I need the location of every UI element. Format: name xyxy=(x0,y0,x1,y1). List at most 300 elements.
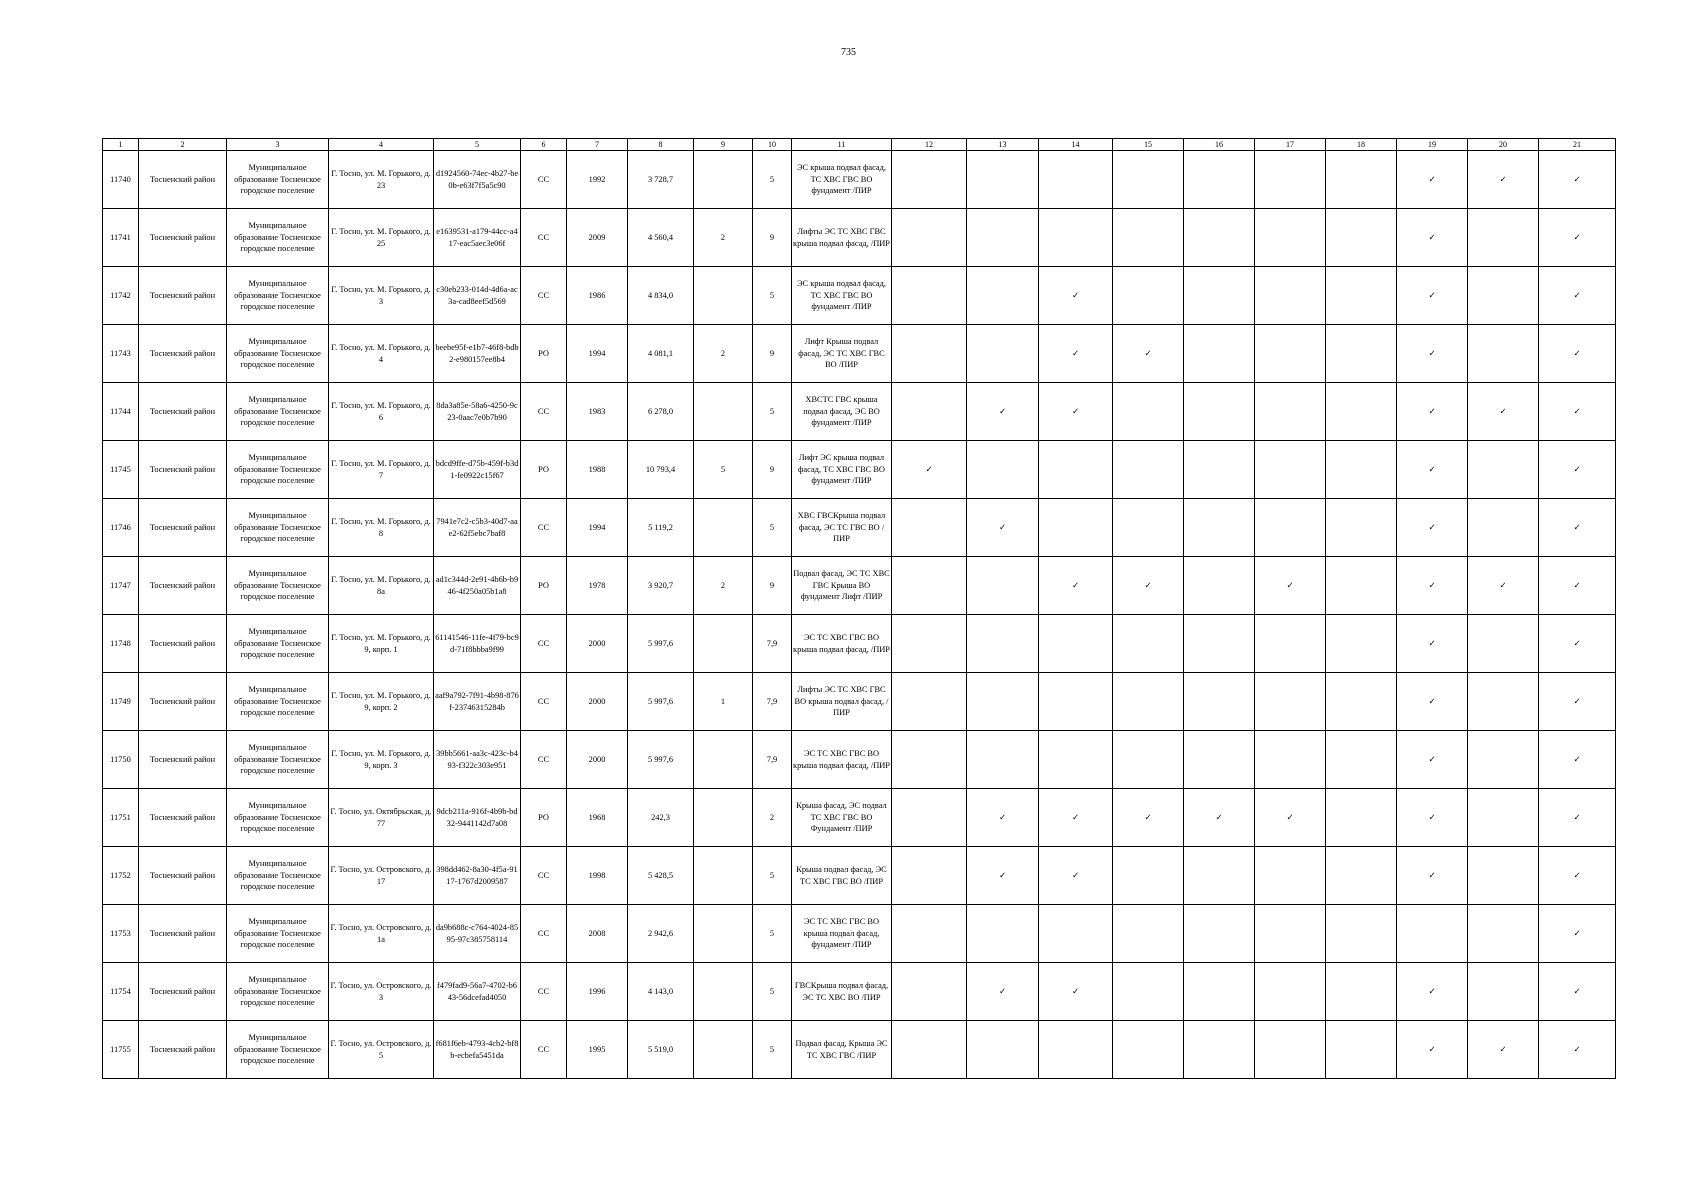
empty-cell xyxy=(1397,905,1468,963)
check-mark-icon: ✓ xyxy=(1397,267,1468,325)
district-cell: Тосненский район xyxy=(139,441,227,499)
check-mark-icon: ✓ xyxy=(1539,673,1616,731)
check-mark-icon: ✓ xyxy=(1468,557,1539,615)
column-header-9: 9 xyxy=(694,139,753,151)
year-cell: 1978 xyxy=(567,557,628,615)
check-mark-icon: ✓ xyxy=(1539,151,1616,209)
address-cell: Г. Тосно, ул. М. Горького, д. 9, корп. 3 xyxy=(329,731,434,789)
empty-cell xyxy=(1255,151,1326,209)
table-row xyxy=(103,383,1616,441)
works-cell: ГВСКрыша подвал фасад, ЭС ТС ХВС ВО /ПИР xyxy=(792,963,892,1021)
check-mark-icon: ✓ xyxy=(1468,1021,1539,1079)
check-mark-icon: ✓ xyxy=(1539,441,1616,499)
year-cell: 2000 xyxy=(567,731,628,789)
uuid-cell: 398dd462-8a30-4f5a-9117-1767d2009587 xyxy=(434,847,521,905)
column-header-13: 13 xyxy=(967,139,1039,151)
uuid-cell: f681f6eb-4793-4cb2-bf8b-ecbefa5451da xyxy=(434,1021,521,1079)
empty-cell xyxy=(1113,151,1184,209)
column-header-2: 2 xyxy=(139,139,227,151)
check-mark-icon: ✓ xyxy=(1539,325,1616,383)
empty-cell xyxy=(1113,963,1184,1021)
record-id: 11741 xyxy=(103,209,139,267)
area-cell: 4 560,4 xyxy=(628,209,694,267)
empty-cell xyxy=(1184,325,1255,383)
year-cell: 2000 xyxy=(567,615,628,673)
year-cell: 2000 xyxy=(567,673,628,731)
district-cell: Тосненский район xyxy=(139,905,227,963)
table-row xyxy=(103,673,1616,731)
ownership-type-cell: СС xyxy=(521,1021,567,1079)
ownership-type-cell: СС xyxy=(521,963,567,1021)
empty-cell xyxy=(892,499,967,557)
uuid-cell: ad1c344d-2e91-4b6b-b946-4f250a05b1a8 xyxy=(434,557,521,615)
column-9-cell xyxy=(694,499,753,557)
column-9-cell: 2 xyxy=(694,209,753,267)
empty-cell xyxy=(892,1021,967,1079)
check-mark-icon: ✓ xyxy=(1039,847,1113,905)
ownership-type-cell: СС xyxy=(521,615,567,673)
column-9-cell: 2 xyxy=(694,325,753,383)
empty-cell xyxy=(1113,499,1184,557)
empty-cell xyxy=(1255,731,1326,789)
column-header-4: 4 xyxy=(329,139,434,151)
municipality-cell: Муниципальное образование Тосненское городское поселение xyxy=(227,905,329,963)
check-mark-icon: ✓ xyxy=(1397,499,1468,557)
check-mark-icon: ✓ xyxy=(1397,325,1468,383)
floors-cell: 5 xyxy=(753,267,792,325)
area-cell: 5 997,6 xyxy=(628,673,694,731)
empty-cell xyxy=(1468,499,1539,557)
municipality-cell: Муниципальное образование Тосненское городское поселение xyxy=(227,151,329,209)
empty-cell xyxy=(1326,499,1397,557)
check-mark-icon: ✓ xyxy=(1397,963,1468,1021)
check-mark-icon: ✓ xyxy=(1539,963,1616,1021)
check-mark-icon: ✓ xyxy=(967,789,1039,847)
column-header-12: 12 xyxy=(892,139,967,151)
empty-cell xyxy=(1184,209,1255,267)
address-cell: Г. Тосно, ул. Островского, д. 3 xyxy=(329,963,434,1021)
column-number-header xyxy=(103,139,1616,151)
uuid-cell: 7941e7c2-c5b3-40d7-aae2-62f5ebc7baf8 xyxy=(434,499,521,557)
year-cell: 1992 xyxy=(567,151,628,209)
column-header-5: 5 xyxy=(434,139,521,151)
check-mark-icon: ✓ xyxy=(1397,383,1468,441)
table-row xyxy=(103,789,1616,847)
address-cell: Г. Тосно, ул. М. Горького, д. 9, корп. 1 xyxy=(329,615,434,673)
works-cell: ХВС ГВСКрыша подвал фасад, ЭС ТС ГВС ВО /ПИР xyxy=(792,499,892,557)
address-cell: Г. Тосно, ул. М. Горького, д. 3 xyxy=(329,267,434,325)
column-9-cell xyxy=(694,383,753,441)
column-9-cell xyxy=(694,615,753,673)
district-cell: Тосненский район xyxy=(139,847,227,905)
area-cell: 242,3 xyxy=(628,789,694,847)
empty-cell xyxy=(1113,615,1184,673)
municipality-cell: Муниципальное образование Тосненское городское поселение xyxy=(227,441,329,499)
table-row xyxy=(103,441,1616,499)
empty-cell xyxy=(1113,673,1184,731)
empty-cell xyxy=(892,557,967,615)
column-9-cell xyxy=(694,847,753,905)
uuid-cell: 8da3a85e-58a6-4250-9c23-0aac7e0b7b90 xyxy=(434,383,521,441)
works-cell: Крыша подвал фасад, ЭС ТС ХВС ГВС ВО /ПИР xyxy=(792,847,892,905)
address-cell: Г. Тосно, ул. М. Горького, д. 25 xyxy=(329,209,434,267)
uuid-cell: beebe95f-e1b7-46f8-bdb2-e980157ee8b4 xyxy=(434,325,521,383)
district-cell: Тосненский район xyxy=(139,499,227,557)
empty-cell xyxy=(1184,847,1255,905)
uuid-cell: f479fad9-56a7-4702-b643-56dcefad4050 xyxy=(434,963,521,1021)
table-row xyxy=(103,499,1616,557)
empty-cell xyxy=(1255,963,1326,1021)
check-mark-icon: ✓ xyxy=(1468,151,1539,209)
district-cell: Тосненский район xyxy=(139,963,227,1021)
check-mark-icon: ✓ xyxy=(1397,151,1468,209)
empty-cell xyxy=(1255,1021,1326,1079)
works-cell: ЭС ТС ХВС ГВС ВО крыша подвал фасад, /ПИР xyxy=(792,731,892,789)
address-cell: Г. Тосно, ул. М. Горького, д. 23 xyxy=(329,151,434,209)
floors-cell: 2 xyxy=(753,789,792,847)
district-cell: Тосненский район xyxy=(139,1021,227,1079)
address-cell: Г. Тосно, ул. М. Горького, д. 8а xyxy=(329,557,434,615)
record-id: 11743 xyxy=(103,325,139,383)
check-mark-icon: ✓ xyxy=(1397,789,1468,847)
empty-cell xyxy=(892,847,967,905)
column-9-cell xyxy=(694,905,753,963)
check-mark-icon: ✓ xyxy=(1539,905,1616,963)
empty-cell xyxy=(1468,963,1539,1021)
empty-cell xyxy=(1255,325,1326,383)
record-id: 11755 xyxy=(103,1021,139,1079)
empty-cell xyxy=(892,209,967,267)
column-header-1: 1 xyxy=(103,139,139,151)
record-id: 11746 xyxy=(103,499,139,557)
municipality-cell: Муниципальное образование Тосненское городское поселение xyxy=(227,963,329,1021)
column-header-15: 15 xyxy=(1113,139,1184,151)
address-cell: Г. Тосно, ул. М. Горького, д. 4 xyxy=(329,325,434,383)
check-mark-icon: ✓ xyxy=(967,383,1039,441)
empty-cell xyxy=(1039,673,1113,731)
year-cell: 1995 xyxy=(567,1021,628,1079)
empty-cell xyxy=(1113,731,1184,789)
empty-cell xyxy=(892,151,967,209)
district-cell: Тосненский район xyxy=(139,325,227,383)
empty-cell xyxy=(1184,441,1255,499)
check-mark-icon: ✓ xyxy=(892,441,967,499)
district-cell: Тосненский район xyxy=(139,731,227,789)
record-id: 11742 xyxy=(103,267,139,325)
year-cell: 1986 xyxy=(567,267,628,325)
empty-cell xyxy=(967,615,1039,673)
record-id: 11745 xyxy=(103,441,139,499)
empty-cell xyxy=(892,325,967,383)
works-cell: ХВСТС ГВС крыша подвал фасад, ЭС ВО фундамент /ПИР xyxy=(792,383,892,441)
empty-cell xyxy=(1039,209,1113,267)
empty-cell xyxy=(1326,847,1397,905)
check-mark-icon: ✓ xyxy=(1397,615,1468,673)
check-mark-icon: ✓ xyxy=(1539,557,1616,615)
works-cell: Лифты ЭС ТС ХВС ГВС ВО крыша подвал фасад, /ПИР xyxy=(792,673,892,731)
empty-cell xyxy=(1255,441,1326,499)
table-row xyxy=(103,847,1616,905)
empty-cell xyxy=(1326,731,1397,789)
empty-cell xyxy=(1255,905,1326,963)
empty-cell xyxy=(1039,499,1113,557)
uuid-cell: da9b688c-c764-4024-8595-97c385758114 xyxy=(434,905,521,963)
ownership-type-cell: СС xyxy=(521,499,567,557)
empty-cell xyxy=(967,325,1039,383)
column-9-cell: 2 xyxy=(694,557,753,615)
column-header-11: 11 xyxy=(792,139,892,151)
check-mark-icon: ✓ xyxy=(1539,499,1616,557)
floors-cell: 5 xyxy=(753,151,792,209)
municipality-cell: Муниципальное образование Тосненское городское поселение xyxy=(227,673,329,731)
empty-cell xyxy=(1184,1021,1255,1079)
area-cell: 5 428,5 xyxy=(628,847,694,905)
column-9-cell xyxy=(694,151,753,209)
check-mark-icon: ✓ xyxy=(1039,383,1113,441)
area-cell: 5 997,6 xyxy=(628,731,694,789)
municipality-cell: Муниципальное образование Тосненское городское поселение xyxy=(227,847,329,905)
empty-cell xyxy=(1326,963,1397,1021)
address-cell: Г. Тосно, ул. М. Горького, д. 9, корп. 2 xyxy=(329,673,434,731)
column-9-cell xyxy=(694,789,753,847)
works-cell: ЭС крыша подвал фасад, ТС ХВС ГВС ВО фундамент /ПИР xyxy=(792,151,892,209)
ownership-type-cell: РО xyxy=(521,325,567,383)
column-header-10: 10 xyxy=(753,139,792,151)
table-row xyxy=(103,615,1616,673)
ownership-type-cell: СС xyxy=(521,847,567,905)
record-id: 11751 xyxy=(103,789,139,847)
floors-cell: 5 xyxy=(753,499,792,557)
check-mark-icon: ✓ xyxy=(1113,789,1184,847)
floors-cell: 7,9 xyxy=(753,615,792,673)
empty-cell xyxy=(1113,905,1184,963)
check-mark-icon: ✓ xyxy=(1255,789,1326,847)
record-id: 11754 xyxy=(103,963,139,1021)
works-cell: Лифт ЭС крыша подвал фасад, ТС ХВС ГВС ВО фундамент /ПИР xyxy=(792,441,892,499)
address-cell: Г. Тосно, ул. М. Горького, д. 7 xyxy=(329,441,434,499)
column-header-18: 18 xyxy=(1326,139,1397,151)
works-cell: ЭС ТС ХВС ГВС ВО крыша подвал фасад, фундамент /ПИР xyxy=(792,905,892,963)
column-9-cell xyxy=(694,1021,753,1079)
empty-cell xyxy=(967,209,1039,267)
district-cell: Тосненский район xyxy=(139,267,227,325)
empty-cell xyxy=(1326,905,1397,963)
ownership-type-cell: СС xyxy=(521,151,567,209)
empty-cell xyxy=(1468,847,1539,905)
uuid-cell: bdcd9ffe-d75b-459f-b3d1-fe0922c15f67 xyxy=(434,441,521,499)
municipality-cell: Муниципальное образование Тосненское городское поселение xyxy=(227,499,329,557)
check-mark-icon: ✓ xyxy=(1397,847,1468,905)
check-mark-icon: ✓ xyxy=(1113,325,1184,383)
check-mark-icon: ✓ xyxy=(1039,325,1113,383)
area-cell: 4 834,0 xyxy=(628,267,694,325)
municipality-cell: Муниципальное образование Тосненское городское поселение xyxy=(227,557,329,615)
empty-cell xyxy=(1184,963,1255,1021)
record-id: 11740 xyxy=(103,151,139,209)
ownership-type-cell: СС xyxy=(521,267,567,325)
uuid-cell: c30eb233-014d-4d6a-ac3a-cad8eef5d569 xyxy=(434,267,521,325)
floors-cell: 5 xyxy=(753,963,792,1021)
empty-cell xyxy=(1184,383,1255,441)
empty-cell xyxy=(1039,905,1113,963)
area-cell: 2 942,6 xyxy=(628,905,694,963)
table-row xyxy=(103,151,1616,209)
floors-cell: 7,9 xyxy=(753,731,792,789)
area-cell: 10 793,4 xyxy=(628,441,694,499)
empty-cell xyxy=(1468,325,1539,383)
area-cell: 5 997,6 xyxy=(628,615,694,673)
empty-cell xyxy=(1255,499,1326,557)
empty-cell xyxy=(1468,267,1539,325)
empty-cell xyxy=(892,905,967,963)
empty-cell xyxy=(1255,209,1326,267)
floors-cell: 9 xyxy=(753,209,792,267)
table-row xyxy=(103,1021,1616,1079)
empty-cell xyxy=(1468,615,1539,673)
district-cell: Тосненский район xyxy=(139,383,227,441)
check-mark-icon: ✓ xyxy=(1039,557,1113,615)
works-cell: Лифты ЭС ТС ХВС ГВС крыша подвал фасад, /ПИР xyxy=(792,209,892,267)
record-id: 11749 xyxy=(103,673,139,731)
address-cell: Г. Тосно, ул. Островского, д. 17 xyxy=(329,847,434,905)
empty-cell xyxy=(1039,731,1113,789)
empty-cell xyxy=(967,673,1039,731)
empty-cell xyxy=(1039,1021,1113,1079)
empty-cell xyxy=(1184,615,1255,673)
floors-cell: 9 xyxy=(753,325,792,383)
year-cell: 1998 xyxy=(567,847,628,905)
check-mark-icon: ✓ xyxy=(1539,847,1616,905)
empty-cell xyxy=(1326,267,1397,325)
check-mark-icon: ✓ xyxy=(1539,731,1616,789)
empty-cell xyxy=(1326,383,1397,441)
column-header-21: 21 xyxy=(1539,139,1616,151)
municipality-cell: Муниципальное образование Тосненское городское поселение xyxy=(227,789,329,847)
floors-cell: 5 xyxy=(753,1021,792,1079)
area-cell: 5 119,2 xyxy=(628,499,694,557)
column-header-3: 3 xyxy=(227,139,329,151)
empty-cell xyxy=(1326,209,1397,267)
check-mark-icon: ✓ xyxy=(967,499,1039,557)
works-cell: ЭС крыша подвал фасад, ТС ХВС ГВС ВО фундамент /ПИР xyxy=(792,267,892,325)
address-cell: Г. Тосно, ул. Островского, д. 1а xyxy=(329,905,434,963)
column-header-20: 20 xyxy=(1468,139,1539,151)
check-mark-icon: ✓ xyxy=(1539,383,1616,441)
check-mark-icon: ✓ xyxy=(1539,209,1616,267)
empty-cell xyxy=(1039,615,1113,673)
record-id: 11752 xyxy=(103,847,139,905)
uuid-cell: e1639531-a179-44cc-a417-eac5aec3e06f xyxy=(434,209,521,267)
column-9-cell xyxy=(694,963,753,1021)
empty-cell xyxy=(1184,151,1255,209)
check-mark-icon: ✓ xyxy=(1468,383,1539,441)
floors-cell: 7,9 xyxy=(753,673,792,731)
municipality-cell: Муниципальное образование Тосненское городское поселение xyxy=(227,731,329,789)
empty-cell xyxy=(1184,557,1255,615)
empty-cell xyxy=(892,615,967,673)
empty-cell xyxy=(1184,731,1255,789)
municipality-cell: Муниципальное образование Тосненское городское поселение xyxy=(227,615,329,673)
empty-cell xyxy=(1468,441,1539,499)
column-header-8: 8 xyxy=(628,139,694,151)
ownership-type-cell: СС xyxy=(521,731,567,789)
district-cell: Тосненский район xyxy=(139,209,227,267)
check-mark-icon: ✓ xyxy=(1397,1021,1468,1079)
empty-cell xyxy=(967,731,1039,789)
year-cell: 1988 xyxy=(567,441,628,499)
ownership-type-cell: РО xyxy=(521,789,567,847)
works-cell: Лифт Крыша подвал фасад, ЭС ТС ХВС ГВС ВО /ПИР xyxy=(792,325,892,383)
year-cell: 1968 xyxy=(567,789,628,847)
check-mark-icon: ✓ xyxy=(1539,615,1616,673)
record-id: 11744 xyxy=(103,383,139,441)
check-mark-icon: ✓ xyxy=(1539,1021,1616,1079)
ownership-type-cell: СС xyxy=(521,673,567,731)
empty-cell xyxy=(967,267,1039,325)
empty-cell xyxy=(1255,267,1326,325)
empty-cell xyxy=(892,267,967,325)
empty-cell xyxy=(1468,209,1539,267)
table-row xyxy=(103,731,1616,789)
municipality-cell: Муниципальное образование Тосненское городское поселение xyxy=(227,1021,329,1079)
empty-cell xyxy=(967,1021,1039,1079)
empty-cell xyxy=(1184,267,1255,325)
empty-cell xyxy=(1039,441,1113,499)
table-row xyxy=(103,209,1616,267)
address-cell: Г. Тосно, ул. Островского, д. 5 xyxy=(329,1021,434,1079)
empty-cell xyxy=(1326,325,1397,383)
address-cell: Г. Тосно, ул. Октябрьская, д. 77 xyxy=(329,789,434,847)
empty-cell xyxy=(1113,1021,1184,1079)
district-cell: Тосненский район xyxy=(139,673,227,731)
column-9-cell xyxy=(694,731,753,789)
ownership-type-cell: СС xyxy=(521,209,567,267)
empty-cell xyxy=(1326,1021,1397,1079)
column-header-6: 6 xyxy=(521,139,567,151)
check-mark-icon: ✓ xyxy=(967,847,1039,905)
check-mark-icon: ✓ xyxy=(1397,557,1468,615)
year-cell: 1996 xyxy=(567,963,628,1021)
empty-cell xyxy=(967,905,1039,963)
address-cell: Г. Тосно, ул. М. Горького, д. 6 xyxy=(329,383,434,441)
column-9-cell xyxy=(694,267,753,325)
check-mark-icon: ✓ xyxy=(1397,673,1468,731)
area-cell: 5 519,0 xyxy=(628,1021,694,1079)
record-id: 11748 xyxy=(103,615,139,673)
empty-cell xyxy=(1468,789,1539,847)
table-row xyxy=(103,267,1616,325)
empty-cell xyxy=(892,383,967,441)
check-mark-icon: ✓ xyxy=(1539,789,1616,847)
empty-cell xyxy=(967,151,1039,209)
area-cell: 6 278,0 xyxy=(628,383,694,441)
empty-cell xyxy=(1326,151,1397,209)
works-cell: ЭС ТС ХВС ГВС ВО крыша подвал фасад, /ПИР xyxy=(792,615,892,673)
table-row xyxy=(103,557,1616,615)
table-row xyxy=(103,963,1616,1021)
empty-cell xyxy=(1113,441,1184,499)
works-cell: Крыша фасад, ЭС подвал ТС ХВС ГВС ВО Фундамент /ПИР xyxy=(792,789,892,847)
empty-cell xyxy=(967,557,1039,615)
area-cell: 3 728,7 xyxy=(628,151,694,209)
empty-cell xyxy=(967,441,1039,499)
floors-cell: 9 xyxy=(753,441,792,499)
year-cell: 2009 xyxy=(567,209,628,267)
district-cell: Тосненский район xyxy=(139,615,227,673)
table-row xyxy=(103,325,1616,383)
empty-cell xyxy=(892,731,967,789)
empty-cell xyxy=(1184,499,1255,557)
